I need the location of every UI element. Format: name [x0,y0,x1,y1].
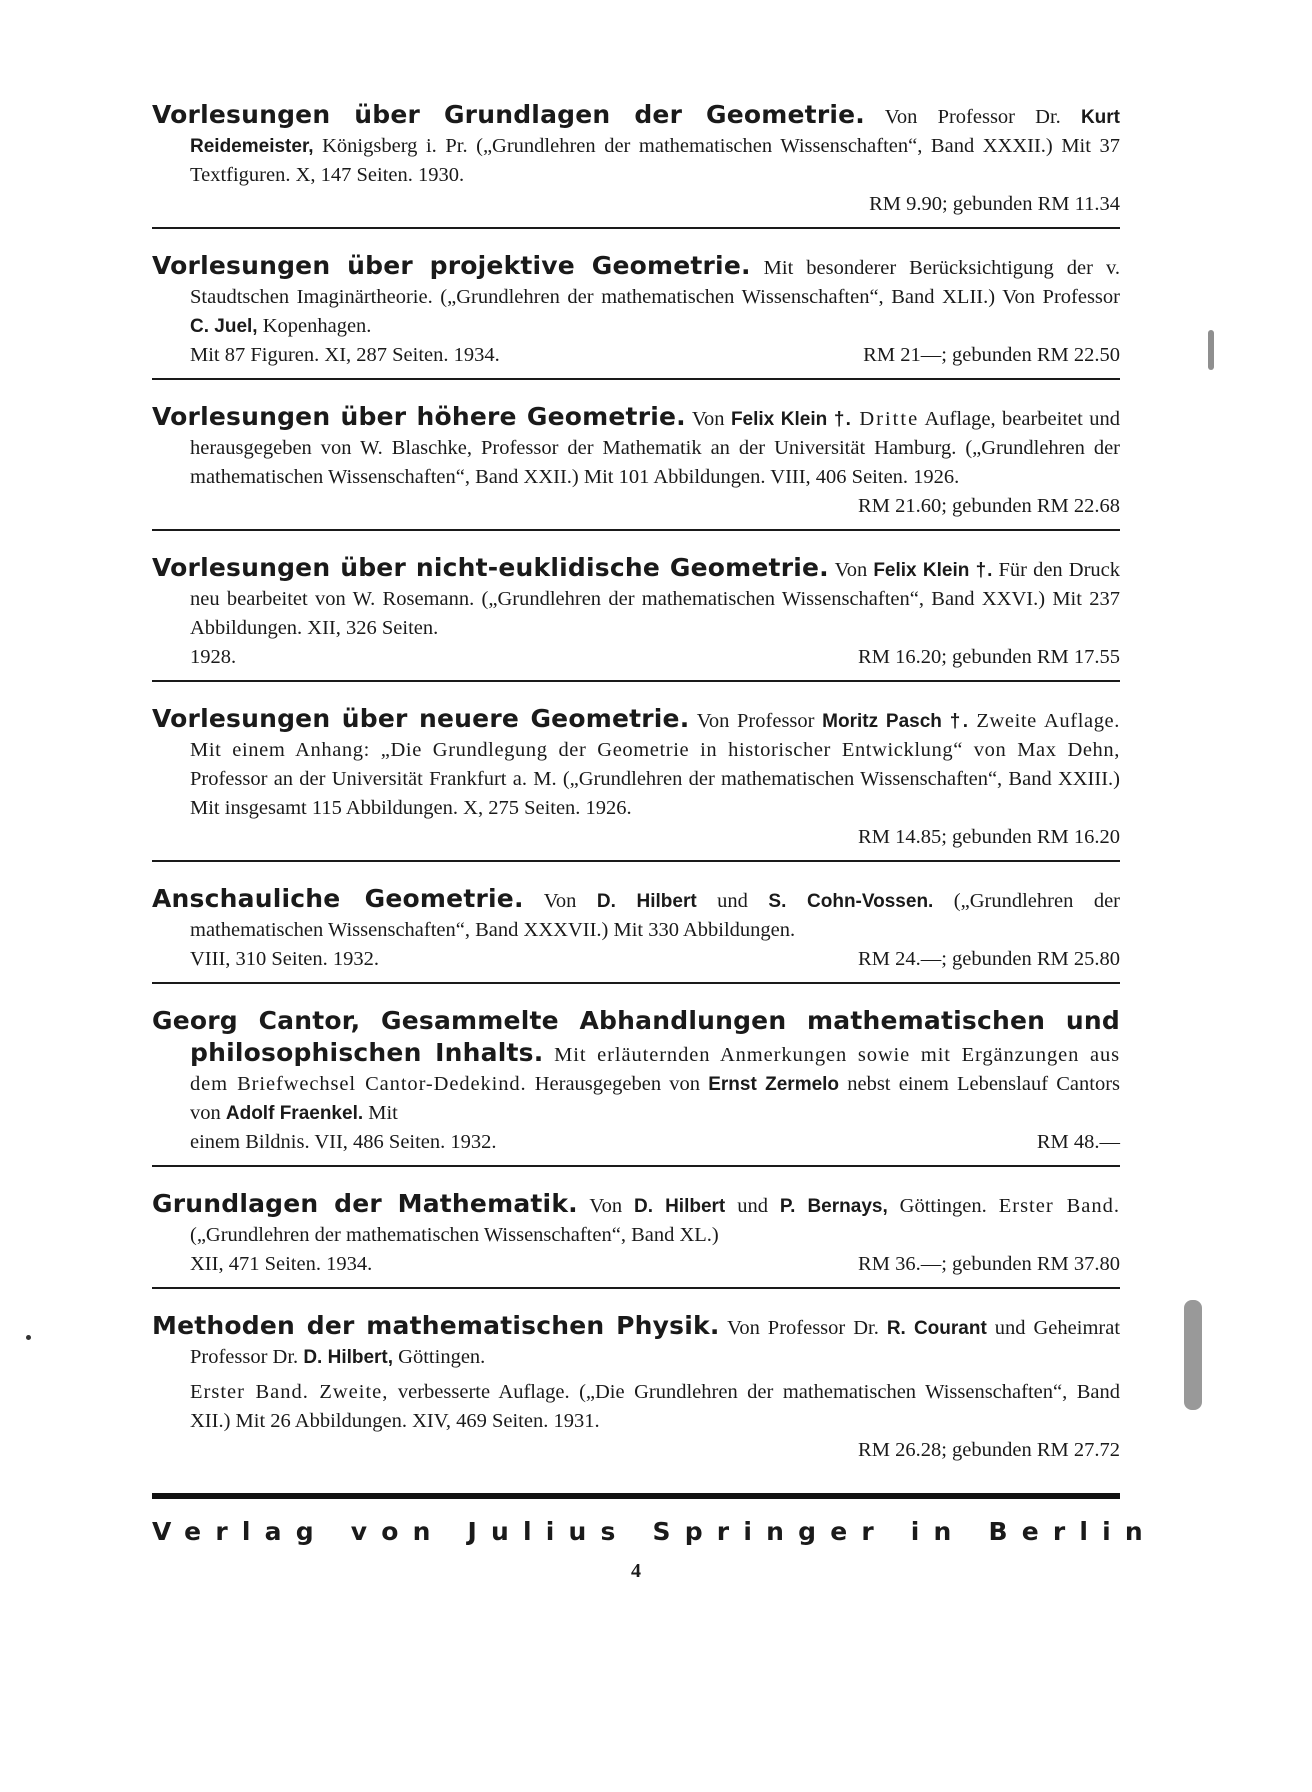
author-name: Felix Klein †. [730,409,851,430]
publication-details: VIII, 310 Seiten. 1932. [190,948,380,970]
price-line [152,1250,1120,1279]
book-entry [152,704,1120,862]
entry-text: Anschauliche Geometrie. Von D. Hilbert und S. Cohn-Vossen. („Grundlehren der mathematischen Wissenschaften“, Band XXXVII.) Mit 330 Abbildungen. [152,884,1120,941]
price: RM 21.60; gebunden RM 22.68 [858,495,1120,517]
author-name: S. Cohn-Vossen. [768,891,934,912]
price: RM 16.20; gebunden RM 17.55 [858,646,1120,668]
price: RM 36.—; gebunden RM 37.80 [858,1253,1120,1275]
price: RM 14.85; gebunden RM 16.20 [858,826,1120,848]
footer-divider [152,1493,1120,1499]
price: RM 24.—; gebunden RM 25.80 [858,948,1120,970]
book-title: Vorlesungen über Grundlagen der Geometrie. [152,100,865,129]
book-entry [152,1311,1120,1465]
book-entry [152,100,1120,229]
book-title: Methoden der mathematischen Physik. [152,1311,720,1340]
divider [152,680,1120,682]
price-line [152,1128,1120,1157]
price-line [152,341,1120,370]
book-title: Vorlesungen über höhere Geometrie. [152,402,686,431]
entry-text: Methoden der mathematischen Physik. Von Professor Dr. R. Courant und Geheimrat Professor Dr. D. Hilbert, Göttingen. [152,1311,1121,1368]
entry-text: Erster Band. Zweite, verbesserte Auflage. („Die Grundlehren der mathematischen Wissenschaften“, Band XII.) Mit 26 Abbildungen. XIV, 469 Seiten. 1931. [190,1381,1120,1432]
price: RM 48.— [1036,1131,1120,1153]
author-name: Kurt Reidemeister, [190,107,1120,157]
entry-text: Vorlesungen über neuere Geometrie. Von Professor Moritz Pasch †. Zweite Auflage. Mit einem Anhang: „Die Grundlegung der Geometrie in historischer Entwicklung“ von Max Dehn, Professor an der Universität Frankfurt a. M. („Grundlehren der mathematischen Wissenschaften“, Band XXIII.) Mit insgesamt 115 Abbildungen. X, 275 Seiten. 1926. [152,704,1120,819]
book-entry [152,402,1120,531]
entry-text: Georg Cantor, Gesammelte Abhandlungen mathematischen und philosophischen Inhalts. Mit erläuternden Anmerkungen sowie mit Ergänzungen aus dem Briefwechsel Cantor-Dedekind. Herausgegeben von Ernst Zermelo nebst einem Lebenslauf Cantors von Adolf Fraenkel. Mit [152,1006,1120,1124]
price-line [152,190,1120,219]
book-title: Georg Cantor, Gesammelte Abhandlungen mathematischen und philosophischen Inhalts. [152,1006,1120,1067]
book-title: Vorlesungen über nicht-euklidische Geometrie. [152,553,829,582]
scan-speck [1208,330,1214,370]
book-title: Grundlagen der Mathematik. [152,1189,578,1218]
author-name: Moritz Pasch †. [822,711,969,732]
divider [152,529,1120,531]
book-title: Anschauliche Geometrie. [152,884,524,913]
author-name: P. Bernays, [779,1196,888,1217]
publication-details: 1928. [190,646,237,668]
book-title: Vorlesungen über neuere Geometrie. [152,704,690,733]
publication-details: XII, 471 Seiten. 1934. [190,1253,373,1275]
entry-text: Vorlesungen über höhere Geometrie. Von Felix Klein †. Dritte Auflage, bearbeitet und herausgegeben von W. Blaschke, Professor der Mathematik an der Universität Hamburg. („Grundlehren der mathematischen Wissenschaften“, Band XXII.) Mit 101 Abbildungen. VIII, 406 Seiten. 1926. [152,402,1120,488]
book-entry [152,553,1120,682]
entry-text: Grundlagen der Mathematik. Von D. Hilbert und P. Bernays, Göttingen. Erster Band. („Grundlehren der mathematischen Wissenschaften“, Band XL.) [152,1189,1120,1246]
author-name: D. Hilbert, [303,1347,394,1368]
divider [152,982,1120,984]
price: RM 9.90; gebunden RM 11.34 [869,193,1120,215]
author-name: Adolf Fraenkel. [225,1103,364,1124]
publication-details: einem Bildnis. VII, 486 Seiten. 1932. [190,1131,497,1153]
book-title: Vorlesungen über projektive Geometrie. [152,251,751,280]
scan-speck [1184,1300,1202,1410]
divider [152,860,1120,862]
entry-text: Vorlesungen über projektive Geometrie. Mit besonderer Berücksichtigung der v. Staudtschen Imaginärtheorie. („Grundlehren der mathematischen Wissenschaften“, Band XLII.) Von Professor C. Juel, Kopenhagen. [152,251,1120,337]
price-line [152,643,1120,672]
divider [152,1287,1120,1289]
price: RM 26.28; gebunden RM 27.72 [858,1439,1120,1461]
book-entry [152,1006,1120,1167]
divider [152,1165,1120,1167]
author-name: R. Courant [886,1318,987,1339]
publisher-line: Verlag von Julius Springer in Berlin [152,1517,1157,1546]
price-line [152,492,1120,521]
book-entry [152,1189,1120,1289]
divider [152,227,1120,229]
publication-details: Mit 87 Figuren. XI, 287 Seiten. 1934. [190,344,500,366]
author-name: Ernst Zermelo [708,1074,840,1095]
catalog-page [152,100,1157,1583]
price-line [152,1436,1120,1465]
divider [152,378,1120,380]
author-name: Felix Klein †. [873,560,993,581]
price-line [152,945,1120,974]
author-name: D. Hilbert [596,891,697,912]
book-entry [152,251,1120,380]
entry-text: Vorlesungen über Grundlagen der Geometrie. Von Professor Dr. Kurt Reidemeister, Königsberg i. Pr. („Grundlehren der mathematischen Wissenschaften“, Band XXXII.) Mit 37 Textfiguren. X, 147 Seiten. 1930. [152,100,1120,186]
author-name: D. Hilbert [634,1196,726,1217]
book-entry [152,884,1120,984]
scan-speck [26,1335,31,1340]
page-number: 4 [631,1560,641,1582]
entry-text: Vorlesungen über nicht-euklidische Geometrie. Von Felix Klein †. Für den Druck neu bearbeitet von W. Rosemann. („Grundlehren der mathematischen Wissenschaften“, Band XXVI.) Mit 237 Abbildungen. XII, 326 Seiten. [152,553,1120,639]
price: RM 21—; gebunden RM 22.50 [863,344,1120,366]
price-line [152,823,1120,852]
author-name: C. Juel, [190,316,258,337]
